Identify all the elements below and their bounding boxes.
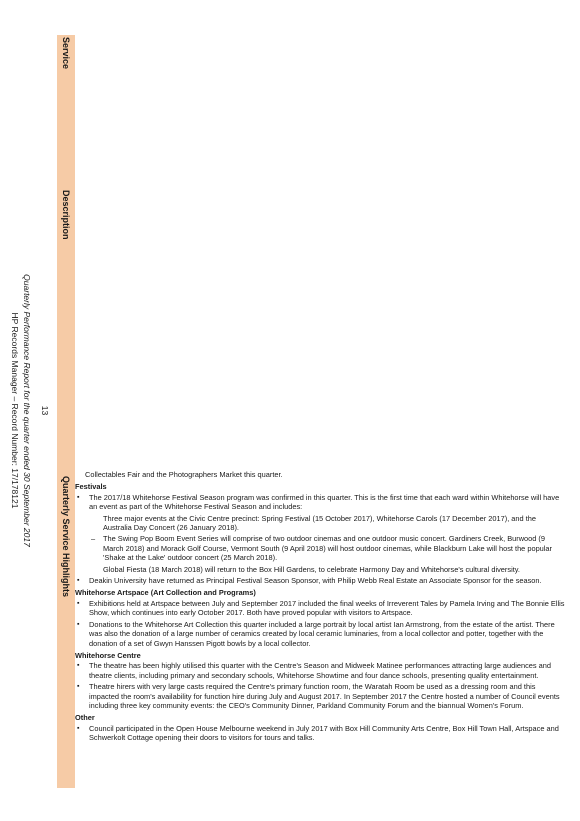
festivals-item-2: ▪ Deakin University have returned as Principal Festival Season Sponsor, with Philip Webb Real Estate an Associate Sponsor for the season. [75,576,565,585]
section-title-festivals: Festivals [75,482,107,492]
festivals-subitem-2: Global Fiesta (18 March 2018) will return to the Box Hill Gardens, to celebrate Harmony Day and Whitehorse's cultural diversity. [103,564,520,574]
centre-item-2: ▪ Theatre hirers with very large casts required the Centre's primary function room, the Waratah Room be used as a dressing room and this impacted the room's availability for function hire during July and August 2017. In September 2017 the Centre hosted a number of Council events including three key community events: the CEO's Community Dinner, Parkland Community Forum and the biannual Women's Forum. [75,682,565,710]
festivals-subitem-1: Three major events at the Civic Centre precinct: Spring Festival (15 October 2017), Whitehorse Carols (17 December 2017), and the Australia Day Concert (26 January 2018). [103,513,536,533]
artspace-item-1: ▪ Exhibitions held at Artspace between July and September 2017 included the final weeks of Irreverent Tales by Pamela Irving and The Bonnie Ellis Show, which continues into early October 2017. Both have proved popular with visitors to Artspace. [75,599,565,618]
page-number: 13 [40,405,50,416]
centre-item-1: ▪ The theatre has been highly utilised this quarter with the Centre's Season and Midweek Matinee performances attracting large audiences and theatre clients, including primary and secondary schools, Whitehorse Showtime and four dance schools, presenting quality entertainment. [75,661,565,680]
artspace-item-2: ▪ Donations to the Whitehorse Art Collection this quarter included a large portrait by local artist Ian Armstrong, from the estate of the artist. There was also the donation of a large number of ceramics created by local ceramic luminaries, from a local collector and potter, together with the donation of a set of Gwyn Hanssen Pigott bowls by a local collector. [75,620,565,648]
header-service: Service [61,37,71,70]
report-title: Quarterly Performance Report for the quarter ended 30 September 2017 [22,274,32,547]
highlights-text [75,470,565,770]
header-quarterly-highlights: Quarterly Service Highlights [61,476,71,598]
festivals-dash-item: – The Swing Pop Boom Event Series will comprise of two outdoor cinemas and one outdoor music concert. Gardiners Creek, Burwood (9 March 2018) and Morack Golf Course, Vermont South (9 April 2018) will host outdoor cinemas, while Blackburn Lake will host the popular 'Shake at the Lake' outdoor concert (25 March 2018). [75,534,565,562]
section-title-artspace: Whitehorse Artspace (Art Collection and Programs) [75,588,256,598]
section-title-centre: Whitehorse Centre [75,650,141,660]
record-number: HP Records Manager – Record Number: 17/178121 [10,312,20,509]
header-description: Description [61,190,71,240]
section-title-other: Other [75,713,95,723]
table-header-band [57,35,75,788]
other-item-1: ▪ Council participated in the Open House Melbourne weekend in July 2017 with Box Hill Community Arts Centre, Box Hill Town Hall, Artspace and Schwerkolt Cottage opening their doors to visitors for tours and talks. [75,724,565,743]
festivals-item-1: ▪ The 2017/18 Whitehorse Festival Season program was confirmed in this quarter. This is the first time that each ward within Whitehorse will have an event as part of the Whitehorse Festival Season and includes: [75,493,565,512]
intro-text: Collectables Fair and the Photographers Market this quarter. [85,470,283,479]
highlights-column [75,280,565,770]
